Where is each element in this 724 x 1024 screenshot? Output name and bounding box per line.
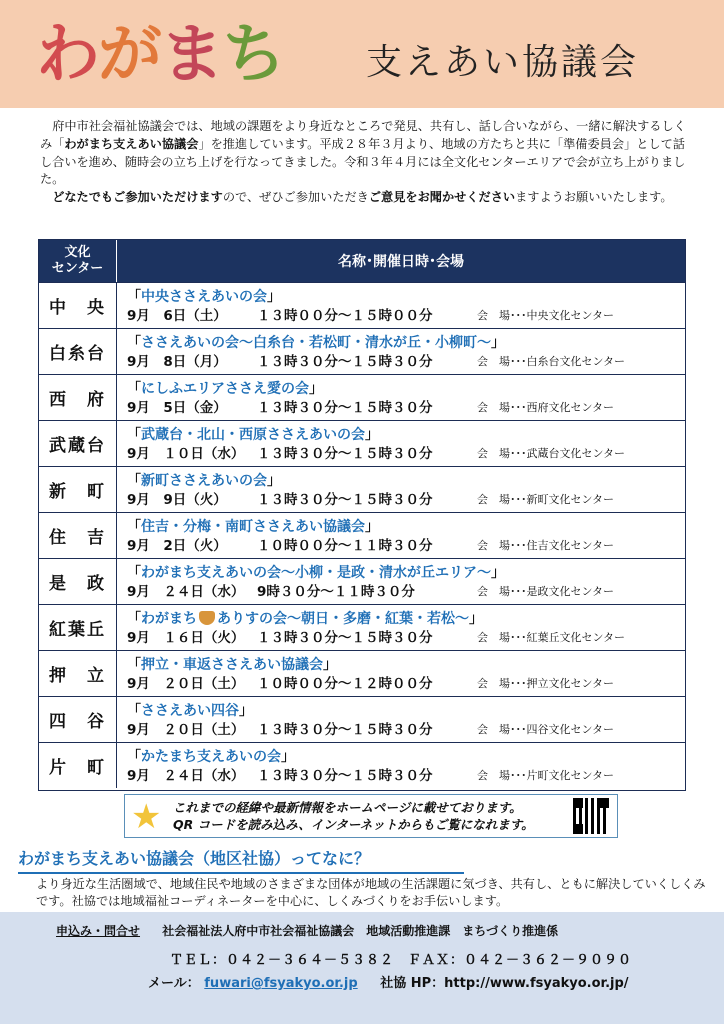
column-header-center [39,240,117,282]
center-name: 紅葉丘 [39,605,117,650]
meeting-title-text: ありすの会～朝日・多磨・紅葉・若松～ [217,611,469,627]
notice-line: これまでの経緯や最新情報をホームページに載せております。 [173,800,522,815]
column-header-details: 名称･開催日時･会場 [338,254,464,270]
meeting-title [127,287,685,307]
meeting-time: １３時３０分～１５時３０分 [257,630,433,646]
meeting-title-text: ささえあい四谷 [141,703,239,719]
meeting-time: １０時００分～１２時００分 [257,676,433,692]
meeting-info [117,283,685,328]
meeting-title [127,563,685,583]
meeting-title-text: 新町ささえあいの会 [141,473,267,489]
bracket-close: 」 [469,611,483,627]
meeting-title [127,425,685,445]
meeting-info [117,329,685,374]
org-name: 社会福祉法人府中市社会福祉協議会 地域活動推進課 まちづくり推進係 [162,924,559,938]
section-paragraph: より身近な生活圏域で、地域住民や地域のさまざまな団体が地域の生活課題に気づき、共有し、ともに解決していくしくみです。社協では地域福祉コーディネーターを中心に、しくみづくりをお手伝いします。 [36,877,706,908]
bracket-close: 」 [491,335,505,351]
logo-char: ち [222,18,284,92]
meeting-venue: 会 場･･･住吉文化センター [477,539,615,552]
bracket-close: 」 [491,565,505,581]
bracket-close: 」 [267,473,281,489]
bracket-open: 「 [127,289,141,305]
qr-code-icon[interactable] [573,798,609,834]
bracket-open: 「 [127,427,141,443]
bracket-open: 「 [127,381,141,397]
meeting-title [127,609,685,629]
logo-char: わ [36,18,98,92]
center-name: 四 谷 [39,697,117,742]
table-row [39,512,685,558]
bracket-close: 」 [365,427,379,443]
table-row [39,466,685,512]
homepage-link[interactable]: 社協 HP：http://www.fsyakyo.or.jp/ [380,976,629,991]
bracket-close: 」 [267,289,281,305]
header-label: 文化 [64,245,91,260]
meeting-date: 9月 9日（火） [127,492,227,508]
section-text [36,876,708,910]
intro-emphasis: わがまち支えあい協議会 [64,136,199,151]
meeting-date: 9月 １６日（火） [127,630,245,646]
meeting-title [127,747,685,767]
meeting-venue: 会 場･･･押立文化センター [477,677,615,690]
email-link[interactable]: fuwari@fsyakyo.or.jp [204,976,358,991]
meeting-venue: 会 場･･･四谷文化センター [477,723,615,736]
table-body [39,282,685,788]
schedule-table [38,239,686,791]
meeting-datetime [127,675,685,693]
center-name: 片 町 [39,743,117,788]
table-row [39,374,685,420]
meeting-datetime [127,307,685,325]
meeting-info [117,467,685,512]
table-row [39,650,685,696]
meeting-title-text: にしふエリアささえ愛の会 [141,381,309,397]
meeting-info [117,375,685,420]
meeting-title-text: 中央ささえあいの会 [141,289,267,305]
intro-text: ので、ぜひご参加いただき [222,190,369,205]
bracket-open: 「 [127,519,141,535]
meeting-info [117,513,685,558]
center-name: 是 政 [39,559,117,604]
meeting-time: １３時００分～１５時００分 [257,308,433,324]
meeting-title-text: わがまち支えあいの会～小柳・是政・清水が丘エリア～ [141,565,491,581]
bracket-close: 」 [239,703,253,719]
meeting-info [117,651,685,696]
intro-text: 」を推進しています。平成２８年３月より、地域の方たちと共に「準備委員会」として話し合いを進め、随時会の立ち上げを行なってきました。令和３年４月には全文化センターエリアで会が立ち上がりました。 [40,136,686,187]
center-name: 押 立 [39,651,117,696]
center-name: 中 央 [39,283,117,328]
meeting-venue: 会 場･･･紅葉丘文化センター [477,631,626,644]
meeting-time: １０時００分～１１時３０分 [257,538,433,554]
section-title: わがまち支えあい協議会（地区社協）ってなに？ [18,846,464,874]
table-row [39,282,685,328]
bracket-open: 「 [127,565,141,581]
logo-char: ま [160,18,222,92]
meeting-info [117,559,685,604]
meeting-venue: 会 場･･･是政文化センター [477,585,615,598]
meeting-time: １３時３０分～１５時３０分 [257,446,433,462]
meeting-datetime [127,583,685,601]
meeting-venue: 会 場･･･白糸台文化センター [477,355,626,368]
intro-emphasis: ご意見をお聞かせください [368,190,516,205]
bracket-close: 」 [309,381,323,397]
meeting-time: １３時３０分～１５時３０分 [257,400,433,416]
meeting-time: １３時３０分～１５時３０分 [257,492,433,508]
table-row [39,558,685,604]
meeting-title [127,471,685,491]
meeting-datetime [127,767,685,785]
meeting-datetime [127,721,685,739]
table-row [39,328,685,374]
bracket-open: 「 [127,611,141,627]
meeting-date: 9月 8日（月） [127,354,227,370]
meeting-date: 9月 2日（火） [127,538,227,554]
bracket-open: 「 [127,657,141,673]
center-name: 白糸台 [39,329,117,374]
contact-org-line [56,922,558,939]
bracket-open: 「 [127,703,141,719]
meeting-date: 9月 ２０日（土） [127,722,245,738]
notice-text [173,799,534,833]
contact-label: 申込み・問合せ [56,924,141,938]
page-subtitle: 支えあい協議会 [366,42,640,83]
meeting-time: １３時３０分～１５時３０分 [257,768,433,784]
meeting-date: 9月 ２０日（土） [127,676,245,692]
meeting-venue: 会 場･･･片町文化センター [477,769,615,782]
meeting-title-text: 押立・車返ささえあい協議会 [141,657,323,673]
logo-char: が [98,18,160,92]
meeting-time: １３時３０分～１５時３０分 [257,354,433,370]
star-icon: ★ [131,797,162,837]
mail-label: メール： [148,976,200,991]
bracket-close: 」 [281,749,295,765]
meeting-info [117,697,685,742]
table-header [39,240,685,282]
table-row [39,604,685,650]
meeting-title [127,517,685,537]
meeting-date: 9月 ２４日（水） [127,768,245,784]
meeting-date: 9月 6日（土） [127,308,227,324]
meeting-info [117,421,685,466]
meeting-title-text: ささえあいの会～白糸台・若松町・清水が丘・小柳町～ [141,335,491,351]
meeting-title [127,701,685,721]
meeting-time: 9時３０分～１１時３０分 [257,584,415,600]
meeting-info [117,743,685,788]
footer-contact [0,912,724,1024]
meeting-datetime [127,445,685,463]
meeting-title-text: 住吉・分梅・南町ささえあい協議会 [141,519,365,535]
meeting-title-text: かたまち支えあいの会 [141,749,281,765]
logo [36,12,284,98]
center-name: 西 府 [39,375,117,420]
table-row [39,696,685,742]
notice-line: QR コードを読み込み、インターネットからもご覧になれます。 [173,817,534,832]
meeting-title-text: 武蔵台・北山・西原ささえあいの会 [141,427,365,443]
meeting-venue: 会 場･･･中央文化センター [477,309,615,322]
meeting-info [117,605,685,650]
mail-hp-line [148,972,629,991]
meeting-datetime [127,537,685,555]
meeting-datetime [127,353,685,371]
meeting-date: 9月 １０日（水） [127,446,245,462]
bracket-open: 「 [127,335,141,351]
meeting-title [127,333,685,353]
meeting-title [127,655,685,675]
meeting-date: 9月 5日（金） [127,400,227,416]
bracket-close: 」 [365,519,379,535]
bracket-close: 」 [323,657,337,673]
tel-fax: ＴＥＬ：０４２－３６４－５３８２ ＦＡＸ：０４２－３６２－９０９０ [170,953,633,968]
meeting-title-text: わがまち [141,611,197,627]
center-name: 武蔵台 [39,421,117,466]
meeting-title [127,379,685,399]
meeting-venue: 会 場･･･新町文化センター [477,493,615,506]
header-banner [0,0,724,108]
center-name: 住 吉 [39,513,117,558]
table-row [39,420,685,466]
meeting-time: １３時３０分～１５時３０分 [257,722,433,738]
table-row [39,742,685,788]
intro-text: 府中市社会福祉協議会では、地域の課題をより身近なところで発見、共有し、話し合いながら、一緒に解決するしくみ「 [40,119,686,151]
homepage-notice [124,794,618,838]
pot-icon [199,611,215,625]
meeting-datetime [127,491,685,509]
intro-paragraph [40,118,692,207]
intro-emphasis: どなたでもご参加いただけます [52,190,223,205]
meeting-datetime [127,629,685,647]
meeting-datetime [127,399,685,417]
bracket-open: 「 [127,473,141,489]
meeting-venue: 会 場･･･西府文化センター [477,401,615,414]
intro-text: ますようお願いいたします。 [515,190,673,205]
header-label: センター [51,261,104,276]
meeting-venue: 会 場･･･武蔵台文化センター [477,447,626,460]
meeting-date: 9月 ２４日（水） [127,584,245,600]
center-name: 新 町 [39,467,117,512]
bracket-open: 「 [127,749,141,765]
